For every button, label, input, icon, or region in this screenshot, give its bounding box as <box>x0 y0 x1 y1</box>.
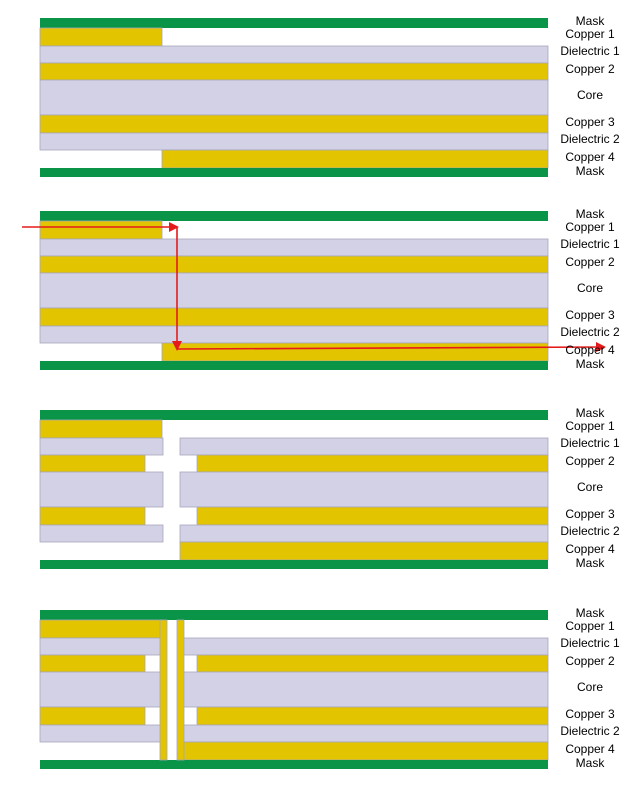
copper-2-plane-left <box>40 455 145 472</box>
label-dielectric-2: Dielectric 2 <box>560 724 620 739</box>
copper-3-plane-right <box>197 507 548 525</box>
dielectric-1-left <box>40 638 163 655</box>
dielectric-1-right <box>180 438 548 455</box>
copper-3-plane-left <box>40 707 145 725</box>
copper-3-plane <box>40 115 548 133</box>
label-dielectric-1: Dielectric 1 <box>560 436 620 451</box>
label-dielectric-1: Dielectric 1 <box>560 636 620 651</box>
label-copper-2: Copper 2 <box>565 255 615 270</box>
copper-4-pad <box>180 742 548 760</box>
copper-4-pad <box>162 150 548 168</box>
dielectric-1 <box>40 239 548 256</box>
label-mask-top: Mask <box>575 406 605 421</box>
label-copper-3: Copper 3 <box>565 115 615 130</box>
solder-mask-bottom <box>40 560 548 569</box>
label-copper-2: Copper 2 <box>565 454 615 469</box>
solder-mask-top <box>40 410 548 420</box>
copper-3-plane-left <box>40 507 145 525</box>
copper-3-plane <box>40 308 548 326</box>
copper-2-plane-right <box>197 455 548 472</box>
via-plating-left <box>160 620 167 760</box>
label-mask-top: Mask <box>575 207 605 222</box>
dielectric-2-right <box>180 725 548 742</box>
copper-2-plane <box>40 256 548 273</box>
dielectric-2-left <box>40 725 163 742</box>
label-dielectric-1: Dielectric 1 <box>560 237 620 252</box>
dielectric-2 <box>40 133 548 150</box>
via-plating-right <box>177 620 184 760</box>
label-dielectric-1: Dielectric 1 <box>560 44 620 59</box>
copper-1-pad <box>40 221 162 239</box>
label-mask-bottom: Mask <box>575 357 605 372</box>
label-copper-4: Copper 4 <box>565 542 615 557</box>
label-copper-3: Copper 3 <box>565 308 615 323</box>
core-right <box>180 672 548 707</box>
label-mask-top: Mask <box>575 14 605 29</box>
label-copper-3: Copper 3 <box>565 707 615 722</box>
label-copper-4: Copper 4 <box>565 343 615 358</box>
dielectric-1 <box>40 46 548 63</box>
label-copper-2: Copper 2 <box>565 654 615 669</box>
core <box>40 273 548 308</box>
copper-1-pad <box>40 420 162 438</box>
label-core: Core <box>576 480 604 495</box>
core-left <box>40 472 163 507</box>
dielectric-1-left <box>40 438 163 455</box>
label-copper-2: Copper 2 <box>565 62 615 77</box>
label-copper-1: Copper 1 <box>565 220 615 235</box>
copper-2-plane-left <box>40 655 145 672</box>
label-dielectric-2: Dielectric 2 <box>560 325 620 340</box>
label-copper-1: Copper 1 <box>565 619 615 634</box>
solder-mask-bottom <box>40 168 548 177</box>
label-dielectric-2: Dielectric 2 <box>560 132 620 147</box>
solder-mask-bottom <box>40 361 548 370</box>
solder-mask-top <box>40 211 548 221</box>
label-mask-bottom: Mask <box>575 756 605 771</box>
label-core: Core <box>576 680 604 695</box>
copper-2-plane-right <box>197 655 548 672</box>
label-mask-top: Mask <box>575 606 605 621</box>
solder-mask-bottom <box>40 760 548 769</box>
dielectric-2 <box>40 326 548 343</box>
copper-2-plane <box>40 63 548 80</box>
label-core: Core <box>576 88 604 103</box>
copper-1-pad <box>40 620 162 638</box>
copper-1-pad <box>40 28 162 46</box>
dielectric-2-right <box>180 525 548 542</box>
label-copper-1: Copper 1 <box>565 27 615 42</box>
core <box>40 80 548 115</box>
label-mask-bottom: Mask <box>575 164 605 179</box>
core-left <box>40 672 163 707</box>
label-core: Core <box>576 281 604 296</box>
copper-4-pad <box>180 542 548 560</box>
label-mask-bottom: Mask <box>575 556 605 571</box>
label-copper-4: Copper 4 <box>565 150 615 165</box>
core-right <box>180 472 548 507</box>
solder-mask-top <box>40 18 548 28</box>
label-dielectric-2: Dielectric 2 <box>560 524 620 539</box>
dielectric-1-right <box>180 638 548 655</box>
copper-4-pad <box>162 343 548 361</box>
solder-mask-top <box>40 610 548 620</box>
dielectric-2-left <box>40 525 163 542</box>
label-copper-3: Copper 3 <box>565 507 615 522</box>
copper-3-plane-right <box>197 707 548 725</box>
label-copper-4: Copper 4 <box>565 742 615 757</box>
label-copper-1: Copper 1 <box>565 419 615 434</box>
